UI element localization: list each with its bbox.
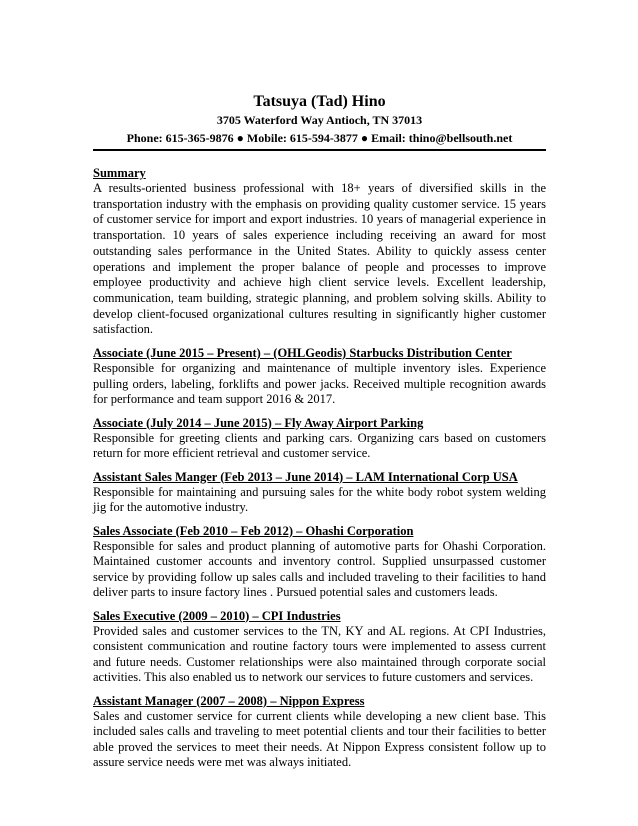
job-description: Sales and customer service for current clients while developing a new client base. This included sales calls and traveling to meet potential clients and tour their facilities to better able proved the services to meet their needs. At Nippon Express consistent follow up to assure service needs were met was always initiated. [93, 708, 546, 770]
job-heading: Assistant Sales Manger (Feb 2013 – June 2014) – LAM International Corp USA [93, 469, 518, 484]
job-section-lam [93, 470, 546, 516]
job-section-nippon [93, 694, 546, 771]
job-section-starbucks [93, 346, 546, 408]
job-heading: Sales Associate (Feb 2010 – Feb 2012) – Ohashi Corporation [93, 523, 414, 538]
job-description: Responsible for organizing and maintenance of multiple inventory isles. Experience pulling orders, labeling, forklifts and power jacks. Received multiple recognition awards for performance and team support 2016 & 2017. [93, 361, 546, 407]
job-description: Responsible for greeting clients and parking cars. Organizing cars based on customers return for more efficient retrieval and customer service. [93, 430, 546, 461]
job-heading: Assistant Manager (2007 – 2008) – Nippon Express [93, 693, 365, 708]
job-section-ohashi [93, 524, 546, 601]
job-section-fly-away [93, 416, 546, 462]
job-description: Responsible for sales and product planning of automotive parts for Ohashi Corporation. Maintained customer accounts and inventory control. Supplied unsurpassed customer service by providing follow up sales calls and included traveling to their facilities to hand deliver parts to insure factory lines . Pursued potential sales and customers leads. [93, 538, 546, 600]
summary-text: A results-oriented business professional with 18+ years of diversified skills in the transportation industry with the emphasis on providing quality customer service. 15 years of customer service for import and export industries. 10 years of managerial experience in transportation. 10 years of sales experience including receiving an award for most outstanding sales performance in the United States. Ability to quickly assess center operations and implement the proper balance of people and processes to improve employee productivity and achieve high client service levels. Excellent leadership, communication, team building, strategic planning, and problem solving skills. Ability to develop client-focused organizational cultures resulting in significantly higher customer satisfaction. [93, 181, 546, 337]
header-divider [93, 149, 546, 151]
job-heading: Sales Executive (2009 – 2010) – CPI Industries [93, 608, 341, 623]
job-description: Provided sales and customer services to the TN, KY and AL regions. At CPI Industries, consistent communication and routine factory tours were implemented to assess current and future needs. Customer relationships were also maintained through corporate social activities. This also enabled us to network our services to future customers and services. [93, 623, 546, 685]
job-description: Responsible for maintaining and pursuing sales for the white body robot system welding jig for the automotive industry. [93, 484, 546, 515]
job-heading: Associate (June 2015 – Present) – (OHLGeodis) Starbucks Distribution Center [93, 346, 512, 361]
candidate-name: Tatsuya (Tad) Hino [253, 93, 386, 110]
job-section-cpi [93, 609, 546, 686]
candidate-contact: Phone: 615-365-9876 ● Mobile: 615-594-3877 ● Email: thino@bellsouth.net [126, 131, 513, 145]
summary-section [93, 166, 546, 338]
summary-heading: Summary [93, 166, 146, 180]
candidate-address: 3705 Waterford Way Antioch, TN 37013 [216, 113, 423, 127]
resume-header [93, 0, 546, 146]
job-heading: Associate (July 2014 – June 2015) – Fly Away Airport Parking [93, 415, 424, 430]
